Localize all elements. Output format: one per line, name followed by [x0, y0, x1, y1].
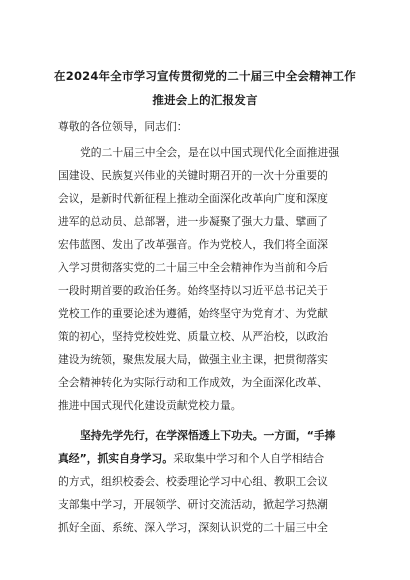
- paragraph-1-line: 党校工作的重要论述为遵循，始终坚守为党育才、为党献: [58, 307, 328, 320]
- paragraph-1-line: 会议，是新时代新征程上推动全面深化改革向广度和深度: [58, 192, 328, 205]
- paragraph-1-line: 全会精神转化为实际行动和工作成效，为全面深化改革、: [58, 376, 328, 389]
- paragraph-2-line: 抓好全面、系统、深入学习，深刻认识党的二十届三中全: [58, 521, 328, 534]
- paragraph-2-line: 支部集中学习，开展领学、研讨交流活动，掀起学习热潮: [58, 498, 328, 511]
- paragraph-1-line: 策的初心，坚持党校姓党、质量立校、从严治校，以政治: [58, 330, 328, 343]
- paragraph-2-line: 的方式，组织校委会、校委理论学习中心组、教职工会议: [58, 475, 328, 488]
- paragraph-2-line: [58, 452, 324, 466]
- paragraph-1-line: 一段时期首要的政治任务。始终坚持以习近平总书记关于: [58, 284, 328, 297]
- paragraph-1-line: 党的二十届三中全会，是在以中国式现代化全面推进强: [80, 146, 340, 159]
- paragraph-1-line: 建设为统领，聚焦发展大局，做强主业主课，把贯彻落实: [58, 353, 328, 366]
- paragraph-2-heading-line: 坚持先学先行，在学深悟透上下功夫。一方面，“手捧: [80, 429, 336, 442]
- paragraph-1-line: 进军的总动员、总部署，进一步凝聚了强大力量、擘画了: [58, 215, 328, 228]
- salutation: 尊敬的各位领导，同志们：: [58, 120, 188, 133]
- paragraph-2-text: 采取集中学习和个人自学相结合: [173, 452, 325, 465]
- paragraph-2-bold-phrase: 真经”，抓实自身学习。: [58, 452, 174, 465]
- paragraph-1-line: 入学习贯彻落实党的二十届三中全会精神作为当前和今后: [58, 261, 328, 274]
- paragraph-1-line: 宏伟蓝图、发出了改革强音。作为党校人，我们将全面深: [58, 238, 328, 251]
- document-title-line-1: 在2024年全市学习宣传贯彻党的二十届三中全会精神工作: [54, 69, 356, 83]
- paragraph-1-line: 推进中国式现代化建设贡献党校力量。: [58, 399, 242, 412]
- document-title-line-2: 推进会上的汇报发言: [152, 93, 258, 107]
- paragraph-1-line: 国建设、民族复兴伟业的关键时期召开的一次十分重要的: [58, 169, 328, 182]
